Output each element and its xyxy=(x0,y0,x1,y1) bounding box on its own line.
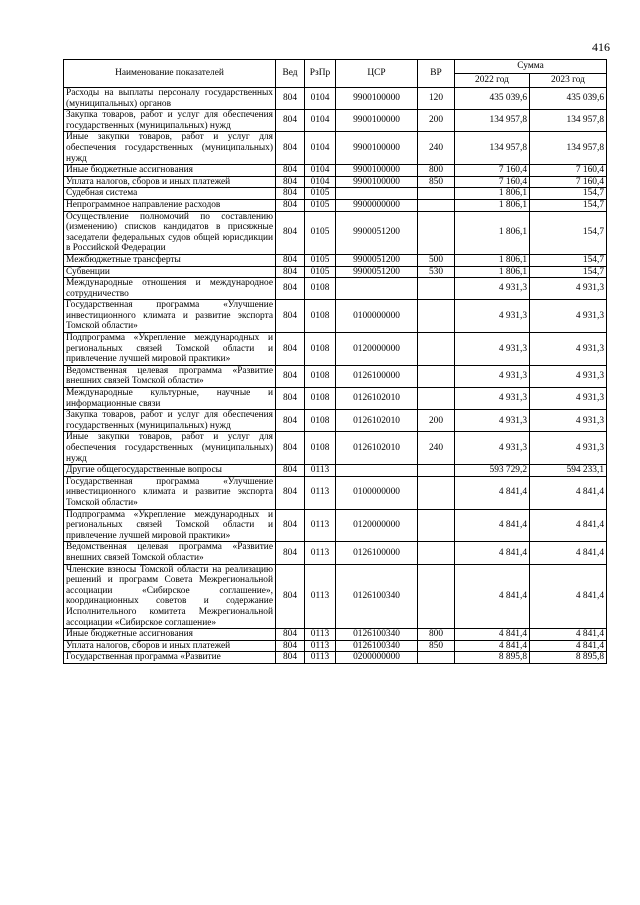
header-year-2023: 2023 год xyxy=(530,74,607,88)
cell-rzpr: 0104 xyxy=(305,110,336,132)
cell-ved: 804 xyxy=(276,564,305,629)
cell-name: Закупка товаров, работ и услуг для обеспечения государственных (муниципальных) нужд xyxy=(64,410,276,432)
cell-2023: 134 957,8 xyxy=(530,110,607,132)
cell-csr: 0126100340 xyxy=(336,629,418,641)
table-row xyxy=(64,211,607,254)
cell-2023: 4 841,4 xyxy=(530,542,607,564)
cell-vr: 530 xyxy=(418,266,455,278)
cell-2023: 4 841,4 xyxy=(530,476,607,509)
cell-2022: 593 729,2 xyxy=(455,465,530,477)
page-number: 416 xyxy=(592,40,610,54)
cell-ved: 804 xyxy=(276,629,305,641)
header-ved: Вед xyxy=(276,60,305,88)
cell-csr: 0120000000 xyxy=(336,509,418,542)
cell-2022: 4 931,3 xyxy=(455,333,530,366)
table-row xyxy=(64,278,607,300)
table-row xyxy=(64,410,607,432)
cell-name: Непрограммное направление расходов xyxy=(64,199,276,211)
cell-ved: 804 xyxy=(276,88,305,110)
cell-vr: 800 xyxy=(418,165,455,177)
cell-vr xyxy=(418,388,455,410)
cell-name: Другие общегосударственные вопросы xyxy=(64,465,276,477)
cell-name: Иные бюджетные ассигнования xyxy=(64,165,276,177)
cell-rzpr: 0108 xyxy=(305,365,336,387)
cell-2023: 154,7 xyxy=(530,188,607,200)
cell-2023: 4 931,3 xyxy=(530,333,607,366)
cell-2023: 4 841,4 xyxy=(530,509,607,542)
cell-2022: 7 160,4 xyxy=(455,176,530,188)
cell-rzpr: 0108 xyxy=(305,388,336,410)
table-row xyxy=(64,176,607,188)
cell-name: Иные закупки товаров, работ и услуг для обеспечения государственных (муниципальных) нужд xyxy=(64,132,276,165)
cell-name: Членские взносы Томской области на реализацию решений и программ Совета Межрегиональной ассоциации «Сибирское соглашение», координационных советов и содержание Исполнительного комитета Межрегиональной ассоциации «Сибирское соглашение» xyxy=(64,564,276,629)
header-sum: Сумма xyxy=(455,60,607,74)
cell-ved: 804 xyxy=(276,165,305,177)
cell-ved: 804 xyxy=(276,465,305,477)
cell-vr xyxy=(418,465,455,477)
cell-ved: 804 xyxy=(276,509,305,542)
cell-vr xyxy=(418,542,455,564)
cell-csr: 9900051200 xyxy=(336,211,418,254)
cell-vr: 850 xyxy=(418,640,455,652)
cell-2023: 7 160,4 xyxy=(530,165,607,177)
cell-csr: 0100000000 xyxy=(336,476,418,509)
cell-2022: 4 841,4 xyxy=(455,509,530,542)
cell-2023: 4 931,3 xyxy=(530,365,607,387)
cell-2023: 134 957,8 xyxy=(530,132,607,165)
cell-2023: 4 931,3 xyxy=(530,388,607,410)
cell-2023: 4 931,3 xyxy=(530,278,607,300)
cell-2022: 1 806,1 xyxy=(455,199,530,211)
cell-rzpr: 0105 xyxy=(305,266,336,278)
cell-csr: 9900100000 xyxy=(336,176,418,188)
cell-2022: 4 841,4 xyxy=(455,629,530,641)
cell-rzpr: 0105 xyxy=(305,188,336,200)
cell-name: Расходы на выплаты персоналу государственных (муниципальных) органов xyxy=(64,88,276,110)
cell-csr: 0200000000 xyxy=(336,652,418,664)
cell-2022: 8 895,8 xyxy=(455,652,530,664)
cell-ved: 804 xyxy=(276,110,305,132)
cell-vr xyxy=(418,300,455,333)
cell-name: Государственная программа «Развитие xyxy=(64,652,276,664)
cell-2023: 4 841,4 xyxy=(530,564,607,629)
cell-2023: 4 841,4 xyxy=(530,629,607,641)
cell-ved: 804 xyxy=(276,476,305,509)
cell-vr: 850 xyxy=(418,176,455,188)
cell-2022: 4 931,3 xyxy=(455,300,530,333)
cell-vr: 240 xyxy=(418,432,455,465)
cell-csr xyxy=(336,465,418,477)
cell-name: Международные культурные, научные и информационные связи xyxy=(64,388,276,410)
cell-vr: 800 xyxy=(418,629,455,641)
table-row xyxy=(64,365,607,387)
cell-vr xyxy=(418,652,455,664)
cell-csr: 0120000000 xyxy=(336,333,418,366)
cell-2022: 435 039,6 xyxy=(455,88,530,110)
cell-name: Государственная программа «Улучшение инвестиционного климата и развитие экспорта Томской области» xyxy=(64,476,276,509)
cell-csr: 9900100000 xyxy=(336,165,418,177)
cell-csr: 9900051200 xyxy=(336,266,418,278)
table-row xyxy=(64,88,607,110)
cell-2023: 4 931,3 xyxy=(530,410,607,432)
cell-name: Подпрограмма «Укрепление международных и региональных связей Томской области и привлечение лучшей мировой практики» xyxy=(64,509,276,542)
cell-ved: 804 xyxy=(276,199,305,211)
cell-ved: 804 xyxy=(276,254,305,266)
cell-csr: 0126100340 xyxy=(336,640,418,652)
cell-rzpr: 0104 xyxy=(305,88,336,110)
cell-vr: 500 xyxy=(418,254,455,266)
cell-2022: 1 806,1 xyxy=(455,188,530,200)
cell-csr: 0126100000 xyxy=(336,365,418,387)
cell-ved: 804 xyxy=(276,333,305,366)
cell-2023: 4 841,4 xyxy=(530,640,607,652)
cell-csr xyxy=(336,188,418,200)
cell-rzpr: 0108 xyxy=(305,410,336,432)
cell-2023: 154,7 xyxy=(530,254,607,266)
cell-csr: 0100000000 xyxy=(336,300,418,333)
table-row xyxy=(64,110,607,132)
cell-rzpr: 0113 xyxy=(305,564,336,629)
header-csr: ЦСР xyxy=(336,60,418,88)
cell-ved: 804 xyxy=(276,432,305,465)
cell-2023: 594 233,1 xyxy=(530,465,607,477)
cell-name: Подпрограмма «Укрепление международных и региональных связей Томской области и привлечение лучшей мировой практики» xyxy=(64,333,276,366)
cell-name: Осуществление полномочий по составлению (изменению) списков кандидатов в присяжные заседатели федеральных судов общей юрисдикции в Российской Федерации xyxy=(64,211,276,254)
table-row xyxy=(64,333,607,366)
cell-csr: 9900100000 xyxy=(336,88,418,110)
cell-csr: 9900100000 xyxy=(336,110,418,132)
table-row xyxy=(64,629,607,641)
table-row xyxy=(64,254,607,266)
cell-name: Закупка товаров, работ и услуг для обеспечения государственных (муниципальных) нужд xyxy=(64,110,276,132)
cell-2022: 4 931,3 xyxy=(455,432,530,465)
cell-2022: 4 841,4 xyxy=(455,542,530,564)
cell-vr xyxy=(418,211,455,254)
cell-2022: 4 841,4 xyxy=(455,564,530,629)
cell-name: Субвенции xyxy=(64,266,276,278)
cell-ved: 804 xyxy=(276,266,305,278)
cell-csr: 9900051200 xyxy=(336,254,418,266)
cell-rzpr: 0113 xyxy=(305,542,336,564)
cell-vr: 200 xyxy=(418,410,455,432)
header-rzpr: РзПр xyxy=(305,60,336,88)
cell-2022: 134 957,8 xyxy=(455,132,530,165)
cell-csr: 0126102010 xyxy=(336,432,418,465)
table-row xyxy=(64,509,607,542)
cell-rzpr: 0113 xyxy=(305,640,336,652)
table-row xyxy=(64,564,607,629)
cell-name: Государственная программа «Улучшение инвестиционного климата и развитие экспорта Томской области» xyxy=(64,300,276,333)
cell-csr: 0126102010 xyxy=(336,410,418,432)
table-row xyxy=(64,266,607,278)
table-row xyxy=(64,465,607,477)
cell-2022: 4 841,4 xyxy=(455,640,530,652)
table-row xyxy=(64,652,607,664)
cell-csr: 9900000000 xyxy=(336,199,418,211)
cell-name: Иные бюджетные ассигнования xyxy=(64,629,276,641)
cell-rzpr: 0105 xyxy=(305,199,336,211)
cell-2022: 4 931,3 xyxy=(455,365,530,387)
cell-ved: 804 xyxy=(276,188,305,200)
cell-rzpr: 0113 xyxy=(305,465,336,477)
cell-name: Международные отношения и международное сотрудничество xyxy=(64,278,276,300)
cell-rzpr: 0104 xyxy=(305,165,336,177)
cell-2022: 1 806,1 xyxy=(455,254,530,266)
cell-2023: 154,7 xyxy=(530,199,607,211)
cell-csr xyxy=(336,278,418,300)
cell-vr xyxy=(418,564,455,629)
cell-csr: 9900100000 xyxy=(336,132,418,165)
table-row xyxy=(64,388,607,410)
cell-ved: 804 xyxy=(276,640,305,652)
cell-vr xyxy=(418,333,455,366)
cell-name: Уплата налогов, сборов и иных платежей xyxy=(64,640,276,652)
cell-name: Ведомственная целевая программа «Развитие внешних связей Томской области» xyxy=(64,542,276,564)
cell-vr xyxy=(418,188,455,200)
cell-vr xyxy=(418,509,455,542)
cell-csr: 0126102010 xyxy=(336,388,418,410)
cell-2023: 4 931,3 xyxy=(530,432,607,465)
cell-rzpr: 0108 xyxy=(305,278,336,300)
cell-2022: 1 806,1 xyxy=(455,211,530,254)
cell-ved: 804 xyxy=(276,652,305,664)
cell-2022: 4 931,3 xyxy=(455,278,530,300)
cell-vr xyxy=(418,278,455,300)
cell-vr: 240 xyxy=(418,132,455,165)
table-row xyxy=(64,199,607,211)
table-row xyxy=(64,640,607,652)
budget-table xyxy=(63,59,607,664)
cell-rzpr: 0108 xyxy=(305,333,336,366)
cell-ved: 804 xyxy=(276,388,305,410)
cell-ved: 804 xyxy=(276,278,305,300)
table-row xyxy=(64,188,607,200)
table-row xyxy=(64,432,607,465)
cell-2022: 1 806,1 xyxy=(455,266,530,278)
cell-rzpr: 0108 xyxy=(305,432,336,465)
table-row xyxy=(64,132,607,165)
cell-rzpr: 0113 xyxy=(305,476,336,509)
cell-2023: 4 931,3 xyxy=(530,300,607,333)
cell-rzpr: 0113 xyxy=(305,629,336,641)
cell-2022: 4 841,4 xyxy=(455,476,530,509)
cell-ved: 804 xyxy=(276,410,305,432)
cell-vr xyxy=(418,199,455,211)
cell-vr xyxy=(418,365,455,387)
cell-rzpr: 0105 xyxy=(305,254,336,266)
cell-vr: 200 xyxy=(418,110,455,132)
cell-csr: 0126100000 xyxy=(336,542,418,564)
header-name: Наименование показателей xyxy=(64,60,276,88)
header-year-2022: 2022 год xyxy=(455,74,530,88)
cell-name: Судебная система xyxy=(64,188,276,200)
cell-name: Ведомственная целевая программа «Развитие внешних связей Томской области» xyxy=(64,365,276,387)
cell-ved: 804 xyxy=(276,211,305,254)
cell-2022: 4 931,3 xyxy=(455,388,530,410)
table-row xyxy=(64,300,607,333)
cell-rzpr: 0105 xyxy=(305,211,336,254)
table-row xyxy=(64,165,607,177)
cell-rzpr: 0104 xyxy=(305,176,336,188)
cell-name: Межбюджетные трансферты xyxy=(64,254,276,266)
table-row xyxy=(64,542,607,564)
cell-2023: 435 039,6 xyxy=(530,88,607,110)
cell-ved: 804 xyxy=(276,365,305,387)
cell-csr: 0126100340 xyxy=(336,564,418,629)
cell-ved: 804 xyxy=(276,300,305,333)
cell-2023: 154,7 xyxy=(530,211,607,254)
cell-name: Уплата налогов, сборов и иных платежей xyxy=(64,176,276,188)
table-body xyxy=(64,88,607,664)
table-row xyxy=(64,476,607,509)
cell-rzpr: 0113 xyxy=(305,652,336,664)
cell-2023: 154,7 xyxy=(530,266,607,278)
cell-ved: 804 xyxy=(276,542,305,564)
cell-2023: 8 895,8 xyxy=(530,652,607,664)
cell-vr xyxy=(418,476,455,509)
cell-rzpr: 0104 xyxy=(305,132,336,165)
cell-rzpr: 0108 xyxy=(305,300,336,333)
cell-2023: 7 160,4 xyxy=(530,176,607,188)
cell-2022: 4 931,3 xyxy=(455,410,530,432)
cell-name: Иные закупки товаров, работ и услуг для обеспечения государственных (муниципальных) нужд xyxy=(64,432,276,465)
cell-vr: 120 xyxy=(418,88,455,110)
cell-rzpr: 0113 xyxy=(305,509,336,542)
cell-2022: 134 957,8 xyxy=(455,110,530,132)
cell-ved: 804 xyxy=(276,176,305,188)
cell-2022: 7 160,4 xyxy=(455,165,530,177)
header-vr: ВР xyxy=(418,60,455,88)
cell-ved: 804 xyxy=(276,132,305,165)
